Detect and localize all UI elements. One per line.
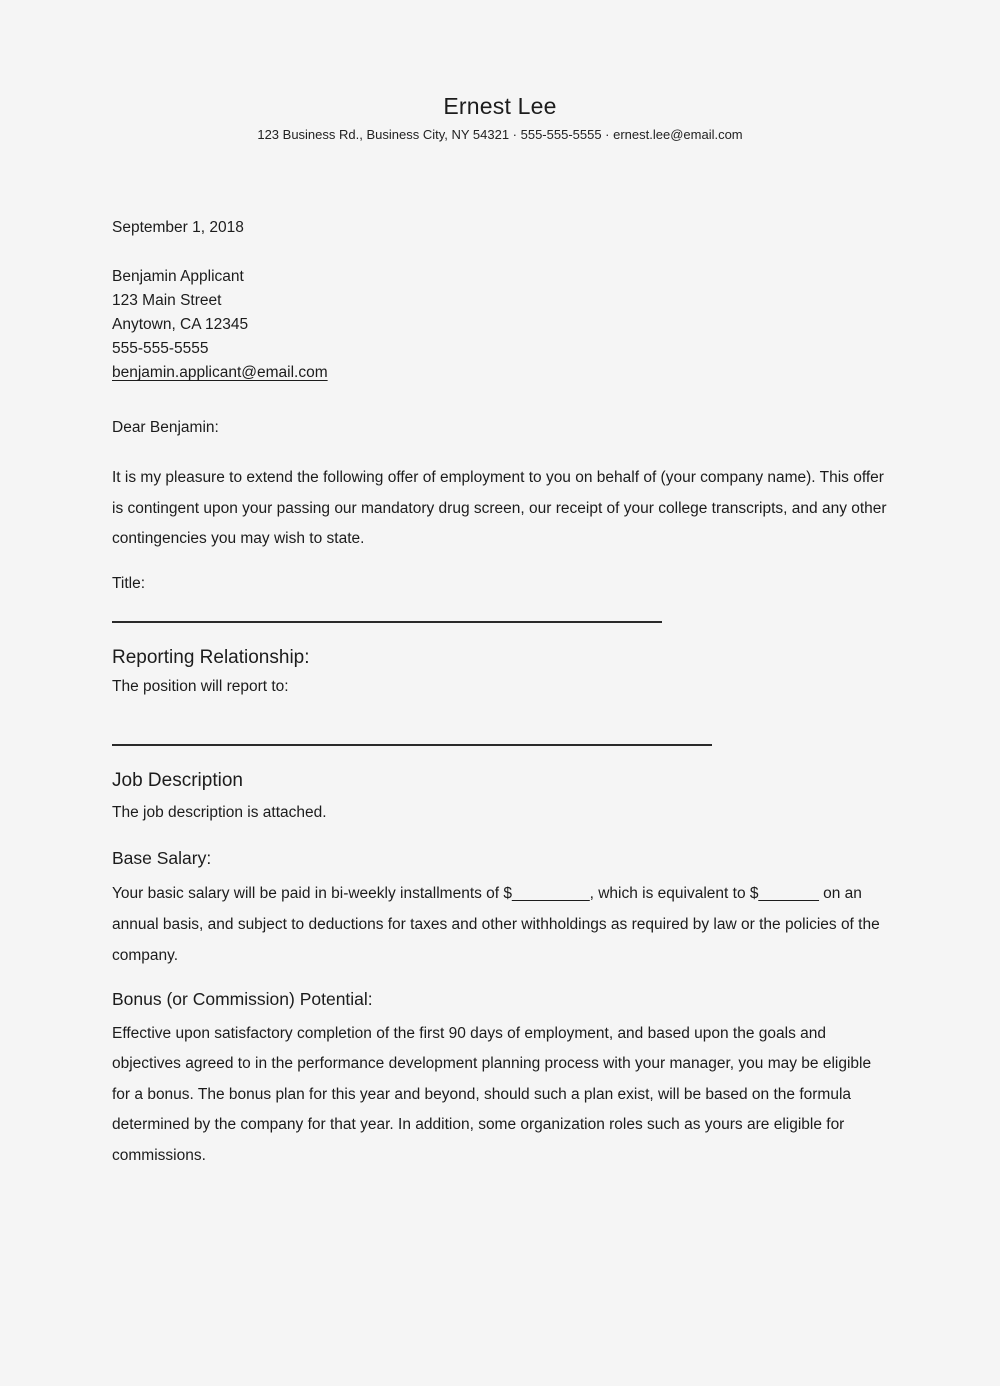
job-description-heading: Job Description [112, 769, 243, 791]
reporting-relationship-body: The position will report to: [112, 677, 289, 695]
job-description-body: The job description is attached. [112, 803, 327, 821]
reporting-relationship-heading: Reporting Relationship: [112, 646, 310, 668]
recipient-phone: 555-555-5555 [112, 340, 209, 357]
title-label: Title: [112, 574, 146, 592]
title-fill-in-line [112, 621, 662, 623]
recipient-city-state-zip: Anytown, CA 12345 [112, 316, 249, 333]
sender-contact-line: 123 Business Rd., Business City, NY 54321 · 555-555-5555 · ernest.lee@email.com [257, 127, 743, 142]
letterhead [112, 92, 888, 143]
reporting-fill-in-line [112, 744, 712, 746]
offer-letter-page [0, 92, 1000, 1386]
bonus-potential-heading: Bonus (or Commission) Potential: [112, 988, 373, 1009]
recipient-address-block [112, 265, 888, 385]
salutation: Dear Benjamin: [112, 419, 219, 436]
base-salary-heading: Base Salary: [112, 847, 212, 868]
recipient-email-link[interactable]: benjamin.applicant@email.com [112, 364, 328, 381]
intro-paragraph: It is my pleasure to extend the following offer of employment to you on behalf of (your company name). This offer is contingent upon your passing our mandatory drug screen, our receipt of your college transcripts, and any other contingencies you may wish to state. [112, 469, 887, 547]
letter-date: September 1, 2018 [112, 219, 244, 236]
base-salary-paragraph: Your basic salary will be paid in bi-weekly installments of $_________, which is equivalent to $_______ on an annual basis, and subject to deductions for taxes and other withholdings as required by law or the policies of the company. [112, 884, 880, 964]
bonus-potential-paragraph: Effective upon satisfactory completion of the first 90 days of employment, and based upon the goals and objectives agreed to in the performance development planning process with your manager, you may be eligible for a bonus. The bonus plan for this year and beyond, should such a plan exist, will be based on the formula determined by the company for that year. In addition, some organization roles such as yours are eligible for commissions. [112, 1024, 872, 1164]
recipient-street: 123 Main Street [112, 292, 222, 309]
recipient-name: Benjamin Applicant [112, 268, 244, 285]
sender-name: Ernest Lee [443, 93, 557, 119]
